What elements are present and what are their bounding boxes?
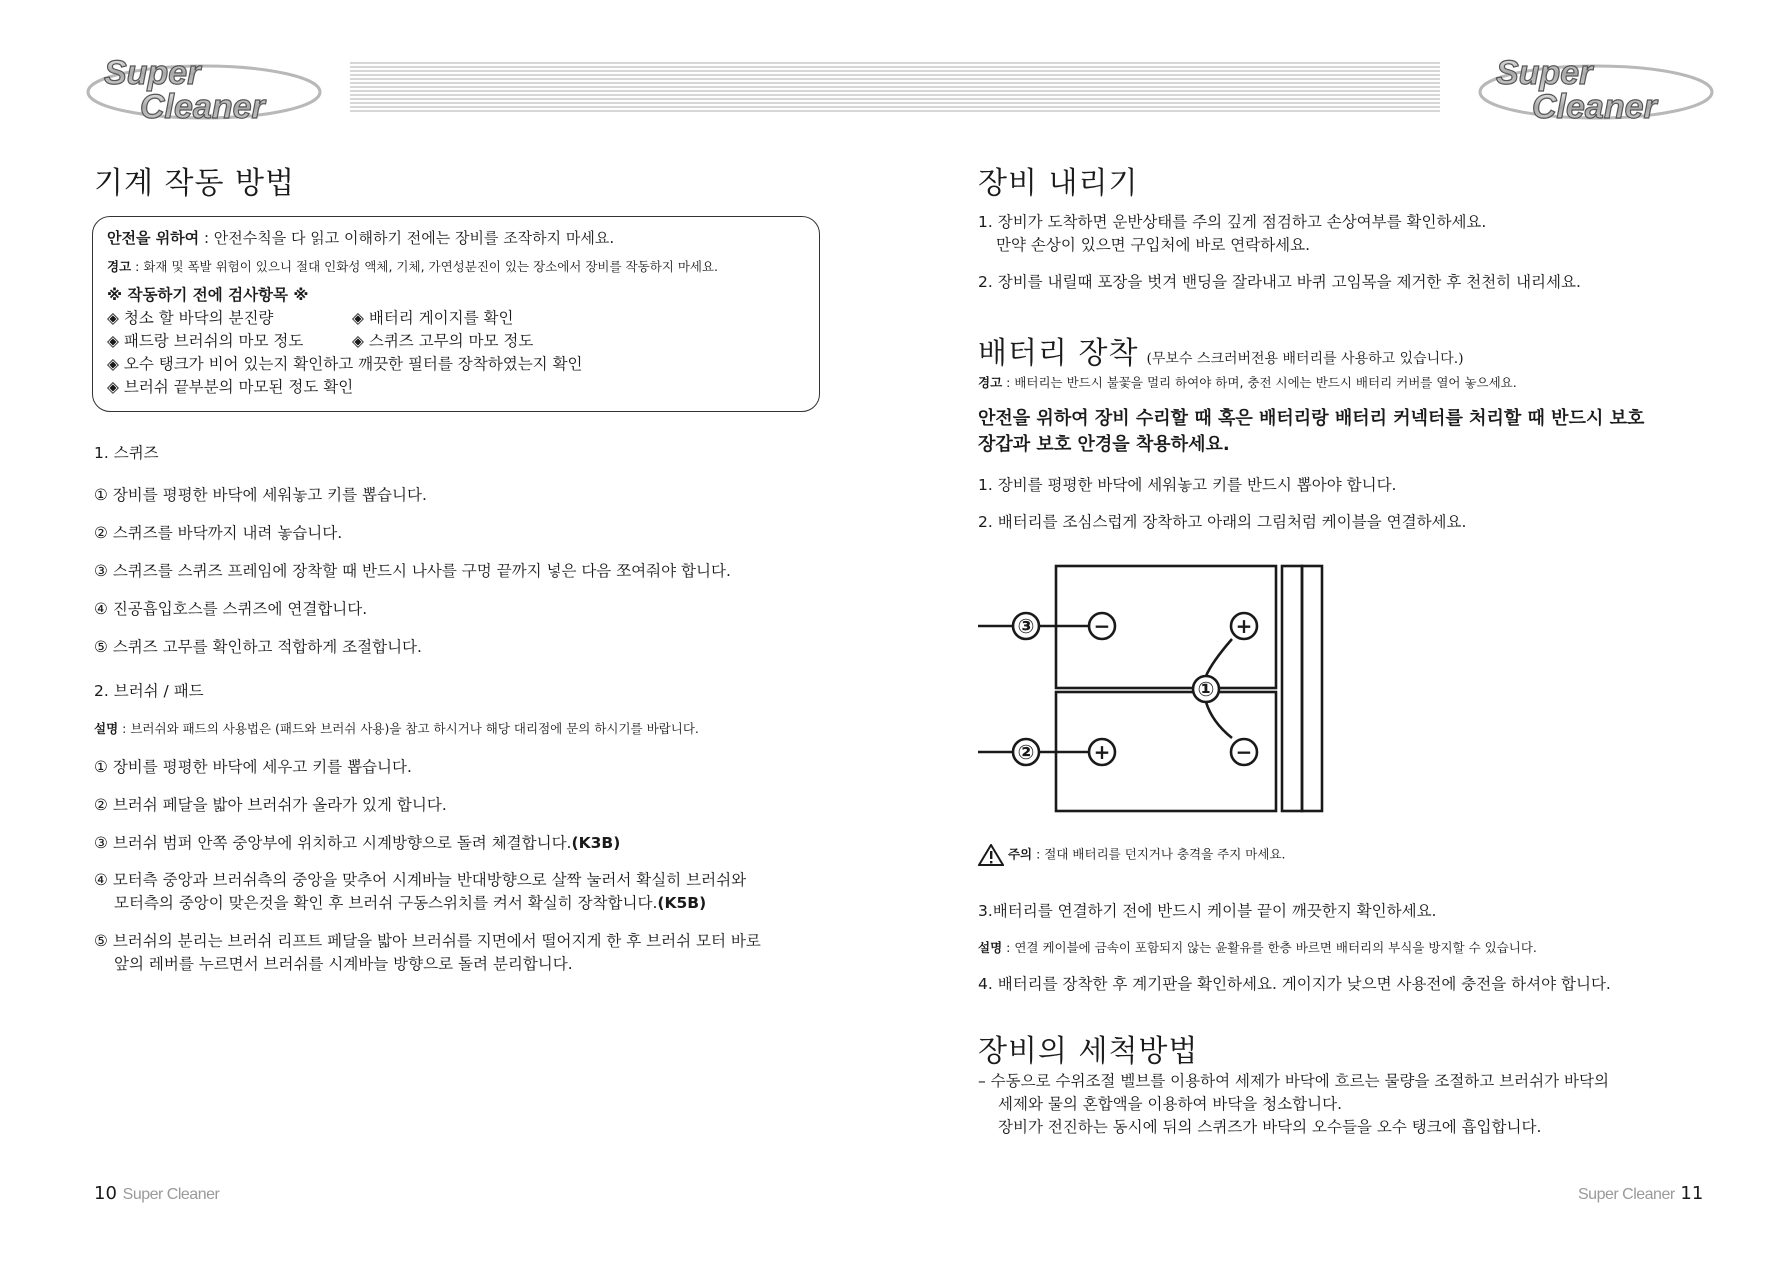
header-stripe-line xyxy=(350,70,1440,72)
section2-note xyxy=(94,720,699,738)
cleaning-line2: 세제와 물의 혼합액을 이용하여 바닥을 청소합니다. xyxy=(998,1095,1342,1113)
jumper-upper xyxy=(1206,639,1232,676)
minus-sign-bottom: − xyxy=(1235,740,1253,764)
header-stripe-line xyxy=(350,98,1440,100)
logo-left-word-1: Super xyxy=(104,54,201,92)
check-item: ◈ 청소 할 바닥의 분진량 xyxy=(107,309,274,327)
header-stripe-line xyxy=(350,66,1440,68)
warning-label: 경고 xyxy=(107,259,132,274)
logo-left xyxy=(86,52,326,124)
cleaning-title: 장비의 세척방법 xyxy=(978,1034,1199,1069)
minus-sign-top: − xyxy=(1093,614,1111,638)
section1-item: ④ 진공흡입호스를 스퀴즈에 연결합니다. xyxy=(94,600,368,618)
section1-item: ② 스퀴즈를 바닥까지 내려 놓습니다. xyxy=(94,524,343,542)
header-stripe-band xyxy=(350,62,1440,114)
section2-item4-line1: ④ 모터측 중앙과 브러쉬측의 중앙을 맞추어 시계바늘 반대방향으로 살짝 눌러서 확실히 브러쉬와 xyxy=(94,871,747,889)
logo-right xyxy=(1478,52,1718,124)
battery-warning-label: 경고 xyxy=(978,375,1003,390)
diagram-label-2: ② xyxy=(1017,740,1035,764)
battery-side-bar-1 xyxy=(1282,566,1302,811)
section2-note-label: 설명 xyxy=(94,721,119,736)
cleaning-line3: 장비가 전진하는 동시에 뒤의 스퀴즈가 바닥의 오수들을 오수 탱크에 흡입합니다. xyxy=(998,1118,1542,1136)
battery-note-text: : 연결 케이블에 금속이 포함되지 않는 윤활유를 한층 바르면 배터리의 부식을 방지할 수 있습니다. xyxy=(1002,940,1537,955)
unload-item-1-line2: 만약 손상이 있으면 구입처에 바로 연락하세요. xyxy=(996,236,1311,254)
caution-label: 주의 xyxy=(1007,846,1033,862)
battery-subtitle: (무보수 스크러버전용 배터리를 사용하고 있습니다.) xyxy=(1146,351,1464,367)
battery-side-bar-2 xyxy=(1302,566,1322,811)
section2-item5-line2: 앞의 레버를 누르면서 브러쉬를 시계바늘 방향으로 돌려 분리합니다. xyxy=(114,955,573,973)
left-footer xyxy=(94,1183,219,1276)
right-page-number: 11 xyxy=(1680,1183,1704,1204)
battery-item-1: 1. 장비를 평평한 바닥에 세워놓고 키를 반드시 뽑아야 합니다. xyxy=(978,476,1397,494)
unload-title: 장비 내리기 xyxy=(978,166,1139,201)
checklist-row xyxy=(107,330,805,353)
super-cleaner-logo-right xyxy=(1478,52,1718,124)
section2-item4-code: (K5B) xyxy=(657,894,707,912)
battery-item-4: 4. 배터리를 장착한 후 계기판을 확인하세요. 게이지가 낮으면 사용전에 충전을 하셔야 합니다. xyxy=(978,975,1611,993)
warning-triangle-icon xyxy=(978,844,1004,866)
section2-item xyxy=(94,930,761,976)
check-item: ◈ 스퀴즈 고무의 마모 정도 xyxy=(352,332,534,350)
diagram-label-3: ③ xyxy=(1017,614,1035,638)
unload-item-2: 2. 장비를 내릴때 포장을 벗겨 밴딩을 잘라내고 바퀴 고임목을 제거한 후 천천히 내리세요. xyxy=(978,273,1581,291)
checklist-title: ※ 작동하기 전에 검사항목 ※ xyxy=(107,286,309,304)
unload-item-1 xyxy=(978,211,1486,257)
check-item: ◈ 패드랑 브러쉬의 마모 정도 xyxy=(107,332,304,350)
section2-item: ② 브러쉬 페달을 밟아 브러쉬가 올라가 있게 합니다. xyxy=(94,796,447,814)
battery-safety-line2: 장갑과 보호 안경을 착용하세요. xyxy=(978,434,1230,455)
section1-item: ③ 스퀴즈를 스퀴즈 프레임에 장착할 때 반드시 나사를 구멍 끝까지 넣은 다음 쪼여줘야 합니다. xyxy=(94,562,731,580)
section2-item xyxy=(94,831,620,853)
battery-warning-text: : 배터리는 반드시 불꽃을 멀리 하여야 하며, 충전 시에는 반드시 배터리 커버를 열어 놓으세요. xyxy=(1002,375,1517,390)
section2-item3-code: (K3B) xyxy=(571,834,621,852)
check-item: ◈ 배터리 게이지를 확인 xyxy=(352,309,514,327)
left-page-title: 기계 작동 방법 xyxy=(94,166,295,201)
left-page-number: 10 xyxy=(94,1183,117,1204)
section2-item5-line1: ⑤ 브러쉬의 분리는 브러쉬 리프트 페달을 밟아 브러쉬를 지면에서 떨어지게 한 후 브러쉬 모터 바로 xyxy=(94,932,761,950)
cleaning-text xyxy=(978,1070,1609,1139)
header-stripe-line xyxy=(350,78,1440,80)
unload-item-1-line1: 1. 장비가 도착하면 운반상태를 주의 깊게 점검하고 손상여부를 확인하세요. xyxy=(978,213,1487,231)
battery-safety-notice xyxy=(978,406,1644,458)
battery-warning xyxy=(978,374,1517,392)
section2-item xyxy=(94,869,746,915)
logo-right-word-1: Super xyxy=(1496,54,1593,92)
section2-note-text: : 브러쉬와 패드의 사용법은 (패드와 브러쉬 사용)을 참고 하시거나 해당 대리점에 문의 하시기를 바랍니다. xyxy=(118,721,699,736)
section2-item: ① 장비를 평평한 바닥에 세우고 키를 뽑습니다. xyxy=(94,758,412,776)
section1-title: 1. 스퀴즈 xyxy=(94,444,159,462)
battery-note-label: 설명 xyxy=(978,940,1003,955)
warning-text: : 화재 및 폭발 위험이 있으니 절대 인화성 액체, 기체, 가연성분진이 있는 장소에서 장비를 작동하지 마세요. xyxy=(131,259,719,274)
section2-title: 2. 브러쉬 / 패드 xyxy=(94,682,204,700)
section2-item4-line2-text: 모터측의 중앙이 맞은것을 확인 후 브러쉬 구동스위치를 켜서 확실히 장착합니다. xyxy=(114,894,658,912)
right-footer xyxy=(1578,1183,1703,1276)
checklist-row xyxy=(107,307,805,330)
battery-safety-line1: 안전을 위하여 장비 수리할 때 혹은 배터리랑 배터리 커넥터를 처리할 때 반드시 보호 xyxy=(978,408,1645,429)
plus-sign-top: + xyxy=(1235,614,1253,638)
header-stripe-line xyxy=(350,86,1440,88)
section1-item: ⑤ 스퀴즈 고무를 확인하고 적합하게 조절합니다. xyxy=(94,638,422,656)
caution-text: : 절대 배터리를 던지거나 충격을 주지 마세요. xyxy=(1032,846,1286,862)
battery-note xyxy=(978,939,1537,957)
logo-left-word-2: Cleaner xyxy=(140,88,265,124)
header-stripe-line xyxy=(350,102,1440,104)
header-stripe-line xyxy=(350,62,1440,64)
safety-line xyxy=(107,227,805,250)
header-stripe-line xyxy=(350,106,1440,108)
right-footer-brand: Super Cleaner xyxy=(1578,1186,1675,1203)
battery-wiring-diagram xyxy=(976,564,1356,814)
header-stripe-line xyxy=(350,74,1440,76)
diagram-label-1: ① xyxy=(1197,677,1215,701)
section2-item4-line2 xyxy=(94,892,746,915)
battery-item-2: 2. 배터리를 조심스럽게 장착하고 아래의 그림처럼 케이블을 연결하세요. xyxy=(978,513,1467,531)
warning-line xyxy=(107,258,805,276)
cleaning-line1: – 수동으로 수위조절 벨브를 이용하여 세제가 바닥에 흐르는 물량을 조절하고 브러쉬가 바닥의 xyxy=(978,1072,1609,1090)
safety-label: 안전을 위하여 xyxy=(107,229,200,247)
header-stripe-line xyxy=(350,82,1440,84)
check-item: ◈ 브러쉬 끝부분의 마모된 정도 확인 xyxy=(107,378,354,396)
battery-item-3: 3.배터리를 연결하기 전에 반드시 케이블 끝이 깨끗한지 확인하세요. xyxy=(978,902,1437,920)
caution-line xyxy=(978,844,1286,866)
battery-title-row xyxy=(978,328,1464,372)
jumper-lower xyxy=(1206,702,1232,738)
check-item: ◈ 오수 탱크가 비어 있는지 확인하고 깨끗한 필터를 장착하였는지 확인 xyxy=(107,355,583,373)
safety-text: : 안전수칙을 다 읽고 이해하기 전에는 장비를 조작하지 마세요. xyxy=(199,229,615,247)
safety-box xyxy=(92,216,820,412)
header-stripe-line xyxy=(350,90,1440,92)
logo-right-word-2: Cleaner xyxy=(1532,88,1657,124)
header-stripe-line xyxy=(350,110,1440,112)
battery-title: 배터리 장착 xyxy=(978,336,1139,371)
header-stripe-line xyxy=(350,94,1440,96)
section1-item: ① 장비를 평평한 바닥에 세워놓고 키를 뽑습니다. xyxy=(94,486,427,504)
plus-sign-bottom: + xyxy=(1093,740,1111,764)
section2-item3-text: ③ 브러쉬 범퍼 안쪽 중앙부에 위치하고 시계방향으로 돌려 체결합니다. xyxy=(94,834,572,852)
super-cleaner-logo-left xyxy=(86,52,326,124)
left-footer-brand: Super Cleaner xyxy=(122,1186,220,1203)
